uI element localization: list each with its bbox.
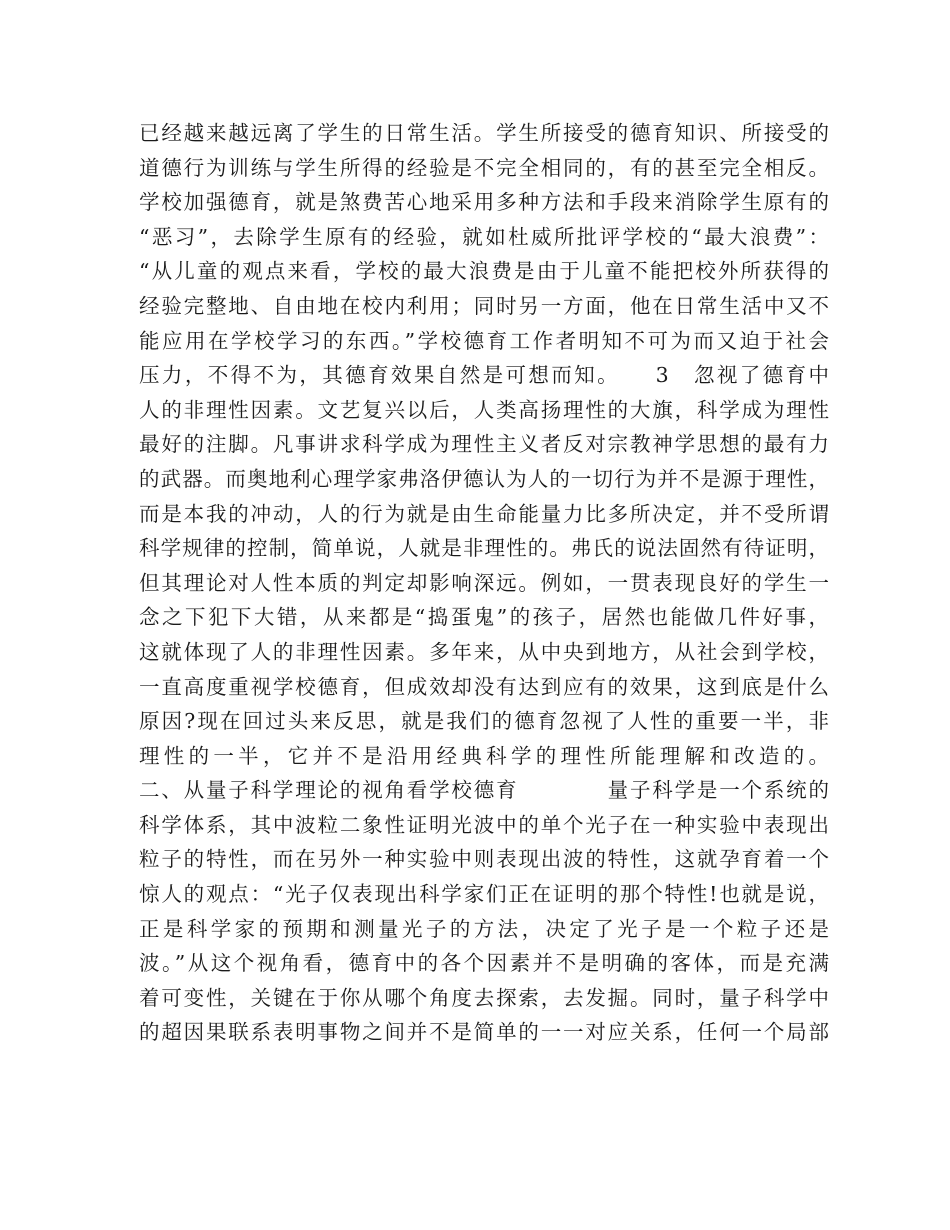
text-line: 着可变性，关键在于你从哪个角度去探索，去发掘。同时，量子科学中 [139,985,829,1010]
text-line: 压力，不得不为，其德育效果自然是可想而知。 3 忽视了德育中 [139,363,829,388]
text-line: 科学体系，其中波粒二象性证明光波中的单个光子在一种实验中表现出 [139,812,829,837]
text-line: 人的非理性因素。文艺复兴以后，人类高扬理性的大旗，科学成为理性 [139,397,829,422]
text-line: 正是科学家的预期和测量光子的方法，决定了光子是一个粒子还是 [139,916,829,941]
text-line: 波。”从这个视角看，德育中的各个因素并不是明确的客体，而是充满 [139,951,829,976]
text-line: 这就体现了人的非理性因素。多年来，从中央到地方，从社会到学校， [139,639,829,664]
text-line: “恶习”，去除学生原有的经验，就如杜威所批评学校的“最大浪费”： [139,224,829,249]
text-line: “从儿童的观点来看，学校的最大浪费是由于儿童不能把校外所获得的 [139,259,829,284]
body-text [139,116,829,1050]
text-line: 最好的注脚。凡事讲求科学成为理性主义者反对宗教神学思想的最有力 [139,432,829,457]
text-line: 而是本我的冲动，人的行为就是由生命能量力比多所决定，并不受所谓 [139,501,829,526]
text-line: 已经越来越远离了学生的日常生活。学生所接受的德育知识、所接受的 [139,121,829,145]
text-line: 理性的一半，它并不是沿用经典科学的理性所能理解和改造的。 [139,743,829,768]
text-line: 原因?现在回过头来反思，就是我们的德育忽视了人性的重要一半，非 [139,709,829,734]
text-line: 科学规律的控制，简单说，人就是非理性的。弗氏的说法固然有待证明， [139,536,829,561]
text-line: 惊人的观点：“光子仅表现出科学家们正在证明的那个特性!也就是说， [139,882,829,907]
text-line: 能应用在学校学习的东西。”学校德育工作者明知不可为而又迫于社会 [139,328,829,353]
text-line: 的武器。而奥地利心理学家弗洛伊德认为人的一切行为并不是源于理性， [139,466,829,491]
text-line: 但其理论对人性本质的判定却影响深远。例如，一贯表现良好的学生一 [139,570,829,595]
text-line: 道德行为训练与学生所得的经验是不完全相同的，有的甚至完全相反。 [139,155,829,180]
text-line: 经验完整地、自由地在校内利用；同时另一方面，他在日常生活中又不 [139,293,829,318]
text-line: 一直高度重视学校德育，但成效却没有达到应有的效果，这到底是什么 [139,674,829,699]
text-line: 念之下犯下大错，从来都是“捣蛋鬼”的孩子，居然也能做几件好事， [139,605,829,630]
text-line: 的超因果联系表明事物之间并不是简单的一一对应关系，任何一个局部 [139,1020,829,1045]
text-line: 学校加强德育，就是煞费苦心地采用多种方法和手段来消除学生原有的 [139,190,829,215]
text-line: 二、从量子科学理论的视角看学校德育 量子科学是一个系统的 [139,778,829,803]
text-line: 粒子的特性，而在另外一种实验中则表现出波的特性，这就孕育着一个 [139,847,829,872]
